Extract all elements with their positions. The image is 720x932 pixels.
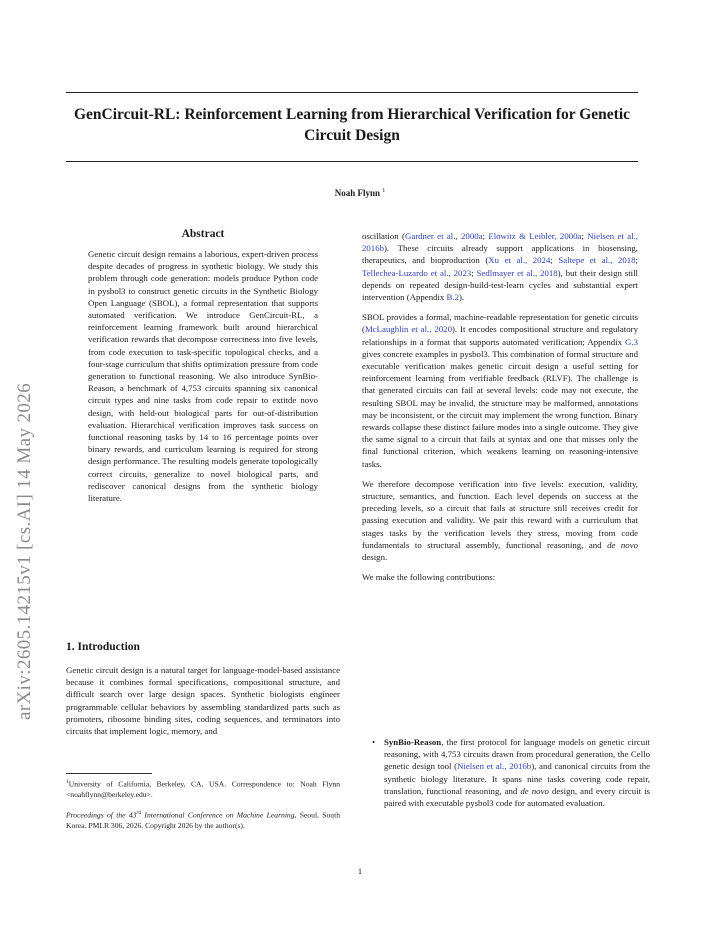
citation-link[interactable]: Nielsen et al., 2016b: [457, 761, 532, 772]
arxiv-stamp: arXiv:2605.14215v1 [cs.AI] 14 May 2026: [14, 382, 35, 720]
contribution-name: SynBio-Reason: [384, 737, 442, 747]
text-run: ), and canonical circuits from the synthetic biology literature. It spans nine tasks covering code repair, translation, functional reasoning, and: [384, 761, 651, 796]
citation-link[interactable]: Xu et al., 2024: [488, 255, 551, 266]
paragraph-sbol: [362, 311, 638, 470]
citation-link[interactable]: Gardner et al., 2000a: [404, 231, 483, 241]
bullet-marker: •: [372, 737, 376, 747]
author-line: [0, 188, 720, 198]
text-run: We therefore decompose verification into five levels: execution, validity, structure, semantics, and function. Each level depends on success at the preceding levels, so a circuit that fails at structure still receives credit for passing execution and validity. We pair this reward with a curriculum that stages tasks by the verification levels they stress, moving from code fundamentals to structural assembly, functional reasoning, and: [362, 478, 638, 550]
author-name: Noah Flynn: [334, 188, 380, 198]
title-bottom-rule: [66, 161, 638, 162]
text-run: ;: [471, 267, 477, 278]
citation-link[interactable]: McLaughlin et al., 2020: [364, 324, 452, 335]
text-run: ), but their design still depends on repeated design-build-test-learn cycles and substantial expert intervention (Appendix: [362, 267, 638, 303]
text-run: ).: [459, 292, 465, 303]
citation-link[interactable]: Tellechea-Luzardo et al., 2023: [362, 267, 472, 278]
proceedings-tail: , Seoul, South Korea. PMLR 306, 2026. Copyright 2026 by the author(s).: [66, 810, 340, 830]
italic-run: de novo: [520, 785, 549, 796]
contribution-item: [372, 736, 650, 809]
italic-run: de novo: [607, 539, 638, 550]
introduction-text: Genetic circuit design is a natural target for language-model-based assistance because it combines formal specifications, compositional structure, and difficult search over large design spaces. Synthetic biologists engineer programmable cellular behaviors by assembling standardized parts such as promoters, ribosome binding sites, coding sequences, and terminators into circuits that implement logic, memory, and: [66, 665, 340, 737]
citation-link[interactable]: Saltepe et al., 2018: [558, 255, 636, 266]
text-run: oscillation (: [362, 231, 405, 241]
text-run: ;: [550, 255, 559, 266]
text-run: design, and every circuit is paired with executable pysbol3 code for automated evaluation.: [384, 785, 650, 809]
footnote-proceedings: [66, 808, 340, 831]
appendix-link[interactable]: G.3: [625, 336, 638, 347]
proceedings-sup: rd: [136, 810, 142, 816]
text-run: ). It encodes compositional structure and regulatory relationships in a format that supports automated verification; Appendix: [362, 324, 638, 347]
text-run: ;: [581, 231, 588, 241]
introduction-heading: 1. Introduction: [66, 641, 140, 653]
citation-link[interactable]: Elowitz & Leibler, 2000a: [488, 231, 582, 241]
appendix-link[interactable]: B.2: [446, 292, 459, 303]
citation-link[interactable]: Nielsen et al., 2016b: [362, 231, 638, 254]
title-top-rule: [66, 92, 638, 93]
right-column: [362, 230, 638, 583]
page-number: 1: [357, 866, 363, 876]
text-run: gives concrete examples in pysbol3. This combination of formal structure and executable verification makes genetic circuit design a useful setting for reinforcement learning from verifiable feedback (RLVF). The challenge is that generated circuits can fail at several levels: code may not execute, the resulting SBOL may be invalid, the structure may be malformed, annotations may be inconsistent, or the circuit may implement the wrong function. Binary rewards collapse these distinct failure modes into a single outcome. They give the same signal to a circuit that fails at syntax and one that misses only the final functional criterion, which weakens learning on reasoning-intensive tasks.: [362, 348, 638, 469]
citation-link[interactable]: Sedlmayer et al., 2018: [476, 267, 558, 278]
proceedings-pre: Proceedings of the 43: [66, 810, 137, 820]
footnote-rule: [66, 773, 152, 774]
footnote-mark: 1: [66, 779, 69, 785]
paragraph-verification-levels: [362, 478, 638, 563]
footnote-affiliation: [66, 777, 340, 800]
author-affiliation-mark: 1: [382, 188, 386, 194]
abstract-text: Genetic circuit design remains a laborious, expert-driven process despite decades of progress in synthetic biology. We study this problem through code generation: models produce Python code in pysbol3 to construct genetic circuits in the Synthetic Biology Open Language (SBOL), a formal representation that supports automated verification. We introduce GenCircuit-RL, a reinforcement learning framework built around hierarchical verification rewards that decompose correctness into five levels, from code execution to task-specific topological checks, and a four-stage curriculum that shifts optimization pressure from code generation to functional reasoning. We also introduce SynBio-Reason, a benchmark of 4,753 circuits spanning six canonical circuit types and nine tasks from code repair to extitde novo design, with held-out biological parts for out-of-distribution evaluation. Hierarchical verification improves task success on functional reasoning tasks by 14 to 16 percentage points over binary rewards, and curriculum learning is required for strong design performance. The resulting models generate topologically correct circuits, generalize to novel biological parts, and rediscover canonical designs from the synthetic biology literature.: [88, 249, 318, 504]
footnote-affiliation-text: University of California, Berkeley, CA, USA. Correspondence to: Noah Flynn <noahflynn@berkeley.edu>.: [66, 779, 340, 799]
proceedings-post: International Conference on Machine Learning: [141, 810, 295, 820]
text-run: ;: [635, 255, 638, 266]
text-run: ;: [482, 231, 489, 241]
paper-title: GenCircuit-RL: Reinforcement Learning from Hierarchical Verification for Genetic Circuit Design: [73, 106, 631, 144]
text-run: SBOL provides a formal, machine-readable representation for genetic circuits (: [362, 312, 638, 335]
abstract-heading: Abstract: [181, 228, 225, 240]
paragraph-contributions-lead: We make the following contributions:: [362, 572, 496, 583]
text-run: design.: [362, 552, 388, 563]
text-run: , the first protocol for language models on genetic circuit reasoning, with 4,753 circuits drawn from procedural generation, the Cello genetic design tool (: [384, 737, 650, 772]
paragraph-applications: [362, 230, 638, 303]
text-run: ). These circuits already support applications in biosensing, therapeutics, and bioproduction (: [362, 243, 638, 266]
